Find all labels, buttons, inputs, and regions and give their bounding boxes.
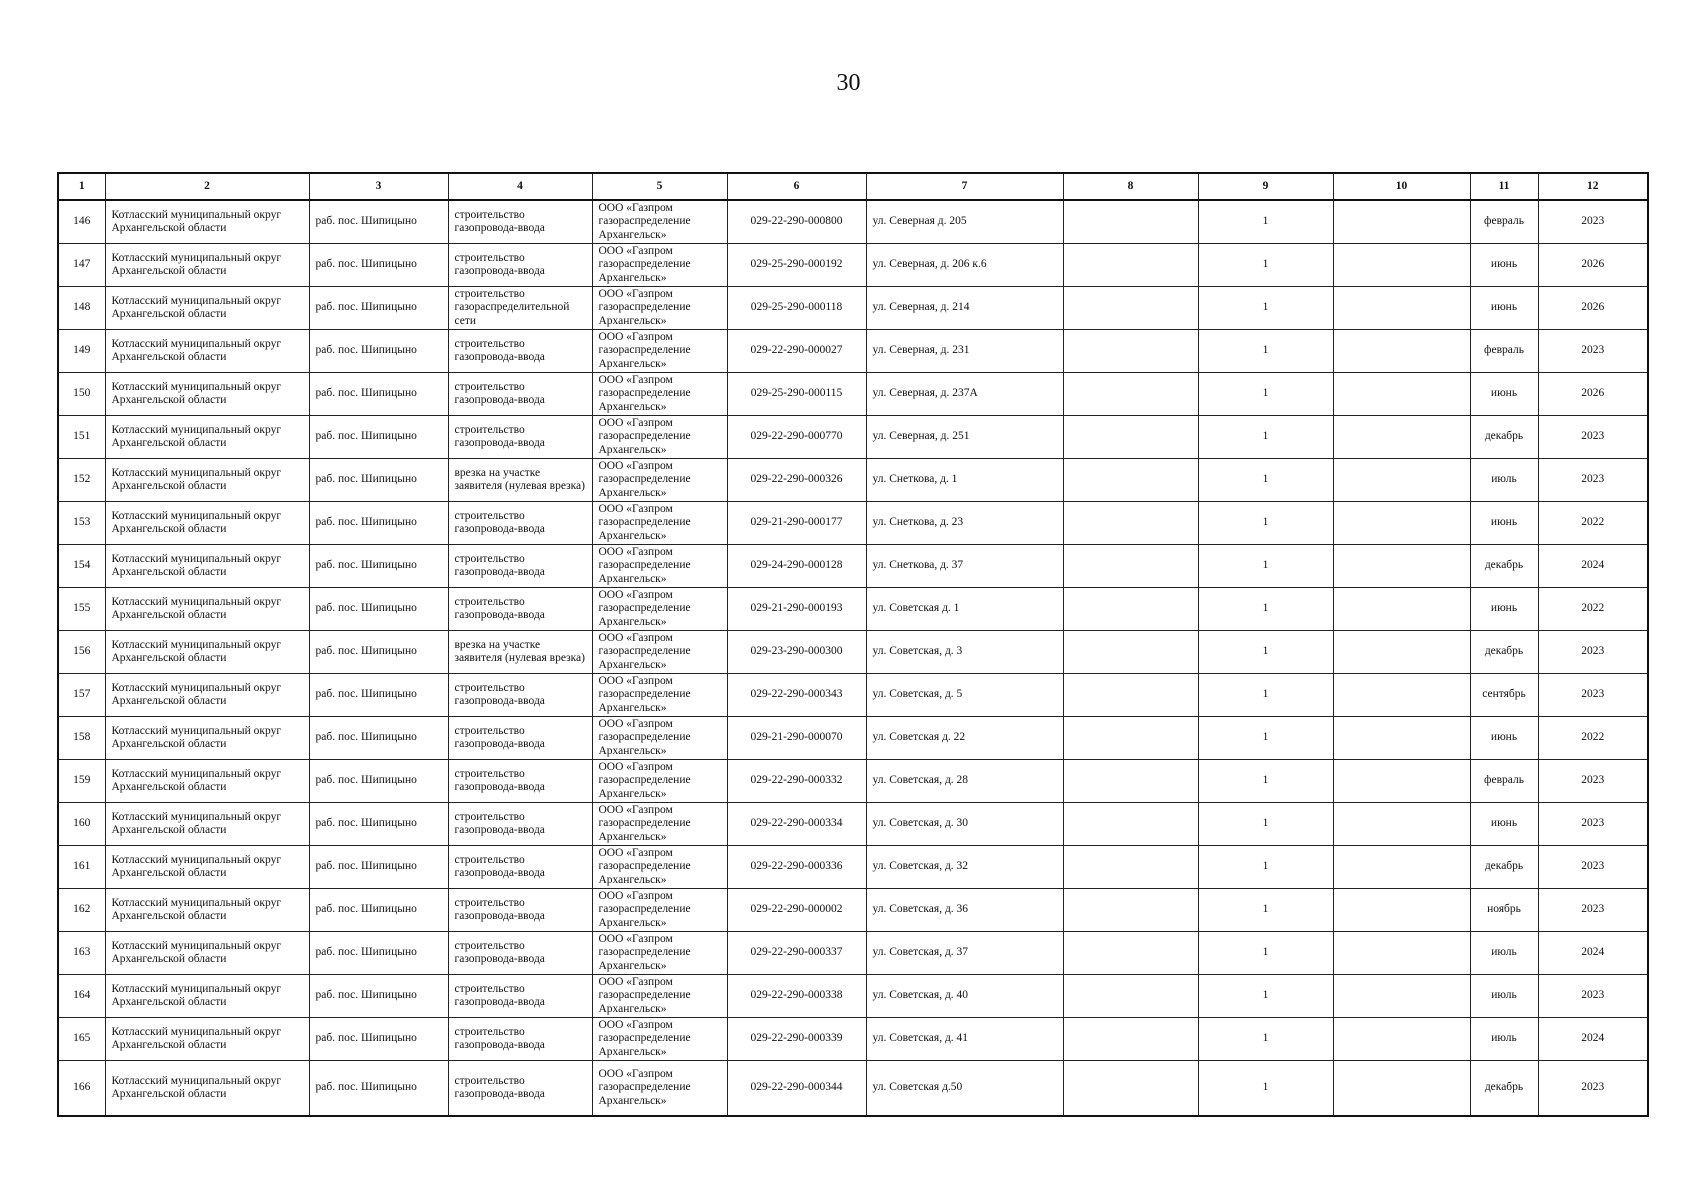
year-cell: 2023 [1538,1061,1648,1117]
month-cell: декабрь [1470,631,1538,674]
work-type-cell: строительство газопровода-ввода [448,846,592,889]
settlement-cell: раб. пос. Шипицыно [309,459,448,502]
row-number: 157 [58,674,105,717]
settlement-cell: раб. пос. Шипицыно [309,846,448,889]
column-header-6: 6 [727,173,866,200]
organization-cell: ООО «Газпром газораспределение Архангельск» [592,760,727,803]
table-row [58,717,1648,760]
municipality-cell: Котласский муниципальный округ Архангельской области [105,803,309,846]
code-cell: 029-24-290-000128 [727,545,866,588]
work-type-cell: строительство газопровода-ввода [448,1018,592,1061]
year-cell: 2024 [1538,545,1648,588]
municipality-cell: Котласский муниципальный округ Архангельской области [105,674,309,717]
quantity-cell: 1 [1198,200,1333,244]
year-cell: 2023 [1538,846,1648,889]
year-cell: 2022 [1538,502,1648,545]
organization-cell: ООО «Газпром газораспределение Архангельск» [592,889,727,932]
address-cell: ул. Северная, д. 237А [866,373,1063,416]
quantity-cell: 1 [1198,545,1333,588]
organization-cell: ООО «Газпром газораспределение Архангельск» [592,588,727,631]
settlement-cell: раб. пос. Шипицыно [309,588,448,631]
work-type-cell: строительство газопровода-ввода [448,545,592,588]
year-cell: 2023 [1538,889,1648,932]
organization-cell: ООО «Газпром газораспределение Архангельск» [592,244,727,287]
settlement-cell: раб. пос. Шипицыно [309,200,448,244]
organization-cell: ООО «Газпром газораспределение Архангельск» [592,502,727,545]
year-cell: 2023 [1538,975,1648,1018]
col8-cell [1063,459,1198,502]
table-row [58,502,1648,545]
year-cell: 2022 [1538,588,1648,631]
month-cell: февраль [1470,200,1538,244]
column-header-12: 12 [1538,173,1648,200]
col8-cell [1063,1018,1198,1061]
row-number: 147 [58,244,105,287]
col8-cell [1063,287,1198,330]
col10-cell [1333,631,1470,674]
address-cell: ул. Снеткова, д. 37 [866,545,1063,588]
address-cell: ул. Северная д. 205 [866,200,1063,244]
month-cell: декабрь [1470,846,1538,889]
municipality-cell: Котласский муниципальный округ Архангельской области [105,760,309,803]
code-cell: 029-22-290-000770 [727,416,866,459]
col10-cell [1333,846,1470,889]
table-row [58,846,1648,889]
year-cell: 2022 [1538,717,1648,760]
municipality-cell: Котласский муниципальный округ Архангельской области [105,200,309,244]
settlement-cell: раб. пос. Шипицыно [309,889,448,932]
quantity-cell: 1 [1198,588,1333,631]
work-type-cell: строительство газопровода-ввода [448,889,592,932]
organization-cell: ООО «Газпром газораспределение Архангельск» [592,975,727,1018]
column-header-7: 7 [866,173,1063,200]
address-cell: ул. Советская, д. 3 [866,631,1063,674]
organization-cell: ООО «Газпром газораспределение Архангельск» [592,674,727,717]
column-header-10: 10 [1333,173,1470,200]
month-cell: июнь [1470,373,1538,416]
col8-cell [1063,674,1198,717]
settlement-cell: раб. пос. Шипицыно [309,373,448,416]
page-number: 30 [836,70,861,96]
settlement-cell: раб. пос. Шипицыно [309,545,448,588]
month-cell: июль [1470,1018,1538,1061]
code-cell: 029-22-290-000344 [727,1061,866,1117]
column-header-2: 2 [105,173,309,200]
quantity-cell: 1 [1198,373,1333,416]
municipality-cell: Котласский муниципальный округ Архангельской области [105,416,309,459]
code-cell: 029-22-290-000336 [727,846,866,889]
address-cell: ул. Советская, д. 28 [866,760,1063,803]
table-row [58,200,1648,244]
col10-cell [1333,330,1470,373]
work-type-cell: строительство газопровода-ввода [448,975,592,1018]
code-cell: 029-22-290-000326 [727,459,866,502]
address-cell: ул. Советская д. 1 [866,588,1063,631]
code-cell: 029-22-290-000800 [727,200,866,244]
column-header-4: 4 [448,173,592,200]
table-row [58,545,1648,588]
year-cell: 2024 [1538,932,1648,975]
column-header-5: 5 [592,173,727,200]
table-row [58,803,1648,846]
address-cell: ул. Северная, д. 214 [866,287,1063,330]
col10-cell [1333,545,1470,588]
organization-cell: ООО «Газпром газораспределение Архангельск» [592,1061,727,1117]
row-number: 160 [58,803,105,846]
column-header-1: 1 [58,173,105,200]
row-number: 163 [58,932,105,975]
year-cell: 2023 [1538,416,1648,459]
table-body [58,200,1648,1116]
work-type-cell: строительство газопровода-ввода [448,674,592,717]
month-cell: июнь [1470,244,1538,287]
row-number: 165 [58,1018,105,1061]
year-cell: 2026 [1538,287,1648,330]
work-type-cell: врезка на участке заявителя (нулевая врезка) [448,459,592,502]
settlement-cell: раб. пос. Шипицыно [309,760,448,803]
col8-cell [1063,200,1198,244]
col8-cell [1063,631,1198,674]
col8-cell [1063,846,1198,889]
table-row [58,1061,1648,1117]
row-number: 149 [58,330,105,373]
quantity-cell: 1 [1198,502,1333,545]
municipality-cell: Котласский муниципальный округ Архангельской области [105,244,309,287]
col8-cell [1063,330,1198,373]
quantity-cell: 1 [1198,1018,1333,1061]
code-cell: 029-22-290-000334 [727,803,866,846]
code-cell: 029-21-290-000193 [727,588,866,631]
municipality-cell: Котласский муниципальный округ Архангельской области [105,846,309,889]
work-type-cell: строительство газопровода-ввода [448,588,592,631]
municipality-cell: Котласский муниципальный округ Архангельской области [105,717,309,760]
municipality-cell: Котласский муниципальный округ Архангельской области [105,373,309,416]
col8-cell [1063,545,1198,588]
row-number: 153 [58,502,105,545]
month-cell: февраль [1470,330,1538,373]
organization-cell: ООО «Газпром газораспределение Архангельск» [592,459,727,502]
quantity-cell: 1 [1198,631,1333,674]
month-cell: июль [1470,975,1538,1018]
quantity-cell: 1 [1198,330,1333,373]
code-cell: 029-25-290-000192 [727,244,866,287]
organization-cell: ООО «Газпром газораспределение Архангельск» [592,631,727,674]
row-number: 162 [58,889,105,932]
col8-cell [1063,717,1198,760]
col8-cell [1063,760,1198,803]
quantity-cell: 1 [1198,416,1333,459]
month-cell: июнь [1470,803,1538,846]
table-row [58,932,1648,975]
work-type-cell: строительство газопровода-ввода [448,932,592,975]
month-cell: декабрь [1470,545,1538,588]
year-cell: 2023 [1538,459,1648,502]
settlement-cell: раб. пос. Шипицыно [309,1061,448,1117]
organization-cell: ООО «Газпром газораспределение Архангельск» [592,416,727,459]
municipality-cell: Котласский муниципальный округ Архангельской области [105,932,309,975]
address-cell: ул. Советская, д. 30 [866,803,1063,846]
table-row [58,287,1648,330]
year-cell: 2023 [1538,674,1648,717]
address-cell: ул. Северная, д. 206 к.6 [866,244,1063,287]
organization-cell: ООО «Газпром газораспределение Архангельск» [592,932,727,975]
quantity-cell: 1 [1198,459,1333,502]
year-cell: 2026 [1538,244,1648,287]
settlement-cell: раб. пос. Шипицыно [309,244,448,287]
municipality-cell: Котласский муниципальный округ Архангельской области [105,1018,309,1061]
municipality-cell: Котласский муниципальный округ Архангельской области [105,631,309,674]
table-row [58,416,1648,459]
code-cell: 029-23-290-000300 [727,631,866,674]
col10-cell [1333,287,1470,330]
table-row [58,244,1648,287]
work-type-cell: строительство газопровода-ввода [448,803,592,846]
table-row [58,889,1648,932]
settlement-cell: раб. пос. Шипицыно [309,330,448,373]
settlement-cell: раб. пос. Шипицыно [309,1018,448,1061]
settlement-cell: раб. пос. Шипицыно [309,674,448,717]
col8-cell [1063,373,1198,416]
col8-cell [1063,1061,1198,1117]
quantity-cell: 1 [1198,760,1333,803]
year-cell: 2024 [1538,1018,1648,1061]
settlement-cell: раб. пос. Шипицыно [309,932,448,975]
col10-cell [1333,1018,1470,1061]
table-row [58,760,1648,803]
quantity-cell: 1 [1198,889,1333,932]
address-cell: ул. Советская, д. 40 [866,975,1063,1018]
row-number: 156 [58,631,105,674]
municipality-cell: Котласский муниципальный округ Архангельской области [105,975,309,1018]
month-cell: июнь [1470,502,1538,545]
code-cell: 029-22-290-000339 [727,1018,866,1061]
col10-cell [1333,889,1470,932]
municipality-cell: Котласский муниципальный округ Архангельской области [105,502,309,545]
address-cell: ул. Снеткова, д. 1 [866,459,1063,502]
code-cell: 029-22-290-000337 [727,932,866,975]
col10-cell [1333,1061,1470,1117]
column-header-3: 3 [309,173,448,200]
row-number: 158 [58,717,105,760]
row-number: 154 [58,545,105,588]
quantity-cell: 1 [1198,1061,1333,1117]
col10-cell [1333,502,1470,545]
quantity-cell: 1 [1198,674,1333,717]
settlement-cell: раб. пос. Шипицыно [309,975,448,1018]
work-type-cell: строительство газопровода-ввода [448,244,592,287]
work-type-cell: строительство газопровода-ввода [448,330,592,373]
row-number: 155 [58,588,105,631]
row-number: 151 [58,416,105,459]
settlement-cell: раб. пос. Шипицыно [309,502,448,545]
work-type-cell: врезка на участке заявителя (нулевая врезка) [448,631,592,674]
code-cell: 029-22-290-000002 [727,889,866,932]
col10-cell [1333,200,1470,244]
row-number: 150 [58,373,105,416]
month-cell: июль [1470,459,1538,502]
organization-cell: ООО «Газпром газораспределение Архангельск» [592,803,727,846]
month-cell: декабрь [1470,416,1538,459]
quantity-cell: 1 [1198,975,1333,1018]
municipality-cell: Котласский муниципальный округ Архангельской области [105,545,309,588]
month-cell: декабрь [1470,1061,1538,1117]
column-header-9: 9 [1198,173,1333,200]
col10-cell [1333,803,1470,846]
address-cell: ул. Советская д. 22 [866,717,1063,760]
work-type-cell: строительство газопровода-ввода [448,416,592,459]
table-row [58,330,1648,373]
work-type-cell: строительство газораспределительной сети [448,287,592,330]
month-cell: июнь [1470,287,1538,330]
municipality-cell: Котласский муниципальный округ Архангельской области [105,459,309,502]
month-cell: июнь [1470,588,1538,631]
col10-cell [1333,459,1470,502]
organization-cell: ООО «Газпром газораспределение Архангельск» [592,1018,727,1061]
municipality-cell: Котласский муниципальный округ Архангельской области [105,588,309,631]
col8-cell [1063,502,1198,545]
col10-cell [1333,416,1470,459]
code-cell: 029-22-290-000338 [727,975,866,1018]
work-type-cell: строительство газопровода-ввода [448,373,592,416]
col10-cell [1333,717,1470,760]
month-cell: июнь [1470,717,1538,760]
month-cell: июль [1470,932,1538,975]
col8-cell [1063,975,1198,1018]
quantity-cell: 1 [1198,287,1333,330]
municipality-cell: Котласский муниципальный округ Архангельской области [105,1061,309,1117]
column-header-11: 11 [1470,173,1538,200]
code-cell: 029-21-290-000177 [727,502,866,545]
address-cell: ул. Северная, д. 251 [866,416,1063,459]
quantity-cell: 1 [1198,717,1333,760]
row-number: 148 [58,287,105,330]
year-cell: 2023 [1538,631,1648,674]
col10-cell [1333,373,1470,416]
municipality-cell: Котласский муниципальный округ Архангельской области [105,287,309,330]
address-cell: ул. Советская д.50 [866,1061,1063,1117]
code-cell: 029-22-290-000027 [727,330,866,373]
col10-cell [1333,588,1470,631]
col8-cell [1063,803,1198,846]
table-row [58,1018,1648,1061]
col10-cell [1333,244,1470,287]
organization-cell: ООО «Газпром газораспределение Архангельск» [592,330,727,373]
municipality-cell: Котласский муниципальный округ Архангельской области [105,330,309,373]
organization-cell: ООО «Газпром газораспределение Архангельск» [592,200,727,244]
code-cell: 029-25-290-000118 [727,287,866,330]
year-cell: 2023 [1538,200,1648,244]
settlement-cell: раб. пос. Шипицыно [309,717,448,760]
settlement-cell: раб. пос. Шипицыно [309,287,448,330]
quantity-cell: 1 [1198,803,1333,846]
quantity-cell: 1 [1198,932,1333,975]
address-cell: ул. Снеткова, д. 23 [866,502,1063,545]
address-cell: ул. Советская, д. 32 [866,846,1063,889]
code-cell: 029-22-290-000332 [727,760,866,803]
registry-table [57,172,1649,1117]
col8-cell [1063,588,1198,631]
row-number: 159 [58,760,105,803]
month-cell: февраль [1470,760,1538,803]
table-row [58,975,1648,1018]
settlement-cell: раб. пос. Шипицыно [309,631,448,674]
work-type-cell: строительство газопровода-ввода [448,1061,592,1117]
month-cell: сентябрь [1470,674,1538,717]
row-number: 164 [58,975,105,1018]
year-cell: 2023 [1538,803,1648,846]
work-type-cell: строительство газопровода-ввода [448,200,592,244]
work-type-cell: строительство газопровода-ввода [448,717,592,760]
table-row [58,459,1648,502]
address-cell: ул. Советская, д. 36 [866,889,1063,932]
work-type-cell: строительство газопровода-ввода [448,502,592,545]
organization-cell: ООО «Газпром газораспределение Архангельск» [592,545,727,588]
row-number: 146 [58,200,105,244]
year-cell: 2026 [1538,373,1648,416]
address-cell: ул. Северная, д. 231 [866,330,1063,373]
quantity-cell: 1 [1198,244,1333,287]
work-type-cell: строительство газопровода-ввода [448,760,592,803]
col10-cell [1333,975,1470,1018]
col10-cell [1333,674,1470,717]
col8-cell [1063,889,1198,932]
table-row [58,631,1648,674]
row-number: 166 [58,1061,105,1117]
address-cell: ул. Советская, д. 37 [866,932,1063,975]
municipality-cell: Котласский муниципальный округ Архангельской области [105,889,309,932]
code-cell: 029-25-290-000115 [727,373,866,416]
code-cell: 029-22-290-000343 [727,674,866,717]
address-cell: ул. Советская, д. 41 [866,1018,1063,1061]
organization-cell: ООО «Газпром газораспределение Архангельск» [592,373,727,416]
organization-cell: ООО «Газпром газораспределение Архангельск» [592,846,727,889]
settlement-cell: раб. пос. Шипицыно [309,416,448,459]
year-cell: 2023 [1538,760,1648,803]
year-cell: 2023 [1538,330,1648,373]
quantity-cell: 1 [1198,846,1333,889]
settlement-cell: раб. пос. Шипицыно [309,803,448,846]
address-cell: ул. Советская, д. 5 [866,674,1063,717]
col8-cell [1063,244,1198,287]
header-row [58,173,1648,200]
month-cell: ноябрь [1470,889,1538,932]
col10-cell [1333,932,1470,975]
row-number: 152 [58,459,105,502]
column-header-8: 8 [1063,173,1198,200]
col8-cell [1063,416,1198,459]
col8-cell [1063,932,1198,975]
organization-cell: ООО «Газпром газораспределение Архангельск» [592,287,727,330]
organization-cell: ООО «Газпром газораспределение Архангельск» [592,717,727,760]
col10-cell [1333,760,1470,803]
row-number: 161 [58,846,105,889]
table-row [58,674,1648,717]
table-row [58,588,1648,631]
table-row [58,373,1648,416]
code-cell: 029-21-290-000070 [727,717,866,760]
